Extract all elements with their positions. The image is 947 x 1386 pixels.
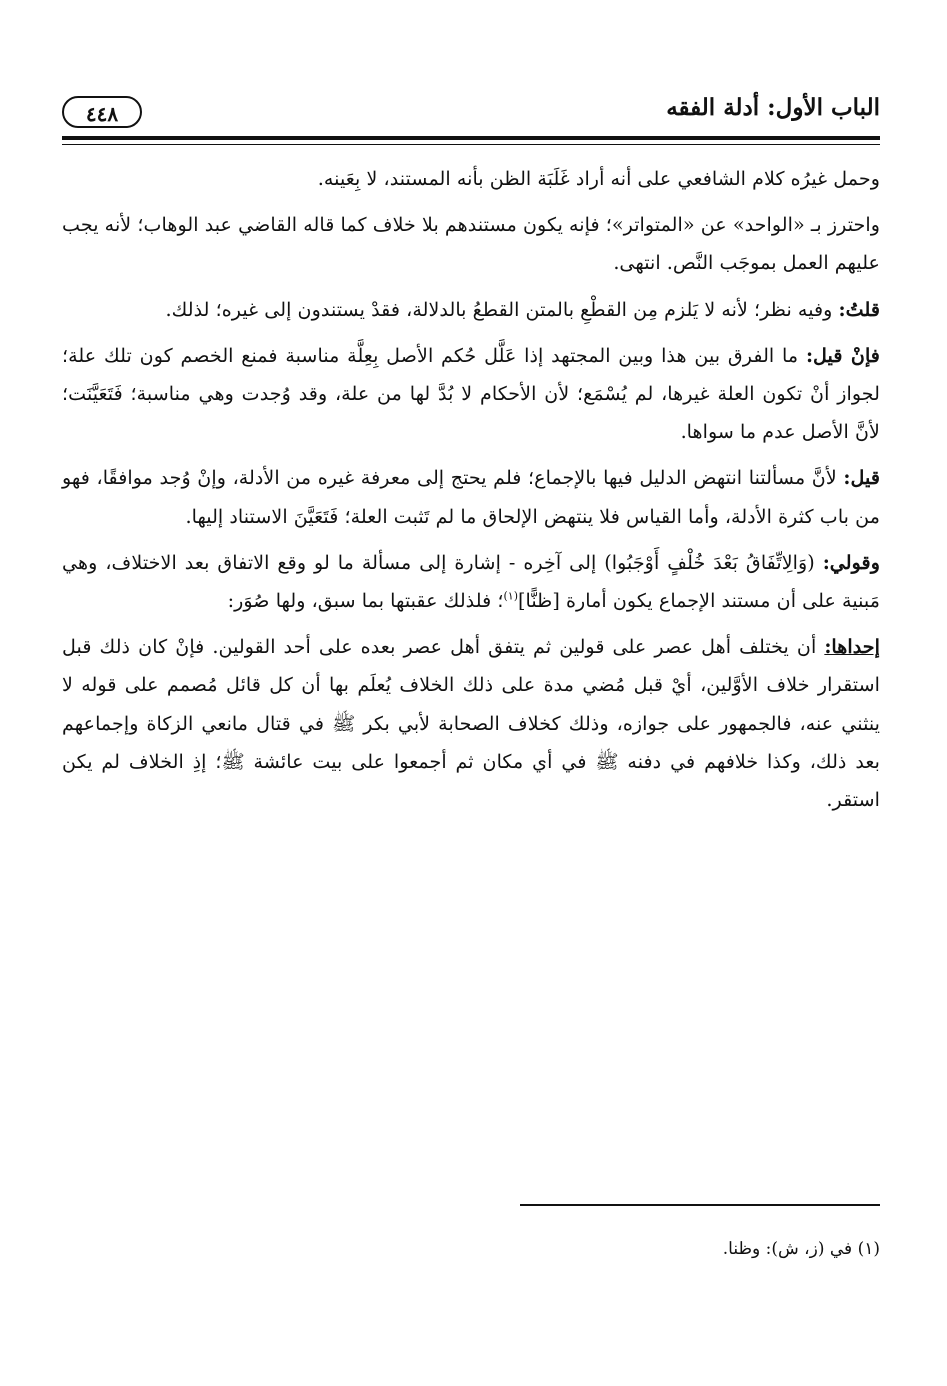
paragraph-text: واحترز بـ «الواحد» عن «المتواتر»؛ فإنه يكون مستندهم بلا خلاف كما قاله القاضي عبد الوهاب؛ لأنه يجب عليهم العمل بموجَب النَّص. انتهى. <box>62 213 880 275</box>
page-number-badge: ٤٤٨ <box>62 96 142 128</box>
paragraph-text: لأنَّ مسألتنا انتهض الدليل فيها بالإجماع؛ فلم يحتج إلى معرفة غيره من الأدلة، وإنْ وُجد موافقًا، فهو من باب كثرة الأدلة، وأما القياس فلا ينتهض الإلحاق ما لم تَثبت العلة؛ فَتَعَيَّنَ الاستناد إليها. <box>62 466 880 528</box>
paragraph-text: (وَالِاتِّفَاقُ بَعْدَ خُلْفٍ أَوْجَبُوا) إلى آخِره - إشارة إلى مسألة ما لو وقع الاتفاق بعد الاختلاف، وهي مَبنية على أن مستند الإجماع يكون أمارة [ظنًّا] <box>62 550 880 613</box>
chapter-title: الباب الأول: أدلة الفقه <box>666 94 880 121</box>
paragraph <box>62 291 880 329</box>
paragraph <box>62 459 880 535</box>
paragraph-lead: وقولي: <box>822 550 880 574</box>
paragraph-lead: قلتُ: <box>838 297 880 321</box>
footnote: (١) في (ز، ش): وظنا. <box>722 1239 880 1259</box>
paragraph-text: وحمل غيرُه كلام الشافعي على أنه أراد غَلَبَة الظن بأنه المستند، لا بِعَينه. <box>317 167 880 190</box>
paragraph-text-after: ؛ فلذلك عقبتها بما سبق، ولها صُوَر: <box>227 589 504 613</box>
paragraph <box>62 628 880 819</box>
paragraph-text: ما الفرق بين هذا وبين المجتهد إذا عَلَّل حُكم الأصل بِعِلَّة مناسبة فمنع الخصم كون تلك علة؛ لجواز أنْ تكون العلة غيرها، لم يُسْمَع؛ لأن الأحكام لا بُدَّ لها من علة، وقد وُجدت وهي مناسبة؛ فَتَعَيَّنَت؛ لأنَّ الأصل عدم ما سواها. <box>62 343 880 444</box>
paragraph-lead: قيل: <box>843 466 880 490</box>
paragraph <box>62 544 880 620</box>
paragraph-lead: فإنْ قيل: <box>805 343 880 367</box>
paragraph <box>62 160 880 198</box>
paragraph-text: وفيه نظر؛ لأنه لا يَلزم مِن القطْعِ بالمتن القطعُ بالدلالة، فقدْ يستندون إلى غيره؛ لذلك. <box>165 297 839 321</box>
paragraph <box>62 337 880 452</box>
page-header <box>62 92 880 132</box>
paragraph-lead: إحداها: <box>824 635 880 659</box>
header-rule-thick <box>62 136 880 140</box>
main-text <box>62 160 880 827</box>
paragraph-text: أن يختلف أهل عصر على قولين ثم يتفق أهل عصر بعده على أحد القولين. فإنْ كان ذلك قبل استقرار خلاف الأوَّلين، أيْ قبل مُضي مدة على ذلك الخلاف يُعلَم بها أن كل قائل مُصمم على قوله لا ينثني عنه، فالجمهور على جوازه، وذلك كخلاف الصحابة لأبي بكر ﷺ في قتال مانعي الزكاة وإجماعهم بعد ذلك، وكذا خلافهم في دفنه ﷺ في أي مكان ثم أجمعوا على بيت عائشة ﷺ؛ إذِ الخلاف لم يكن استقر. <box>62 635 880 812</box>
footnote-marker: (١) <box>503 589 518 603</box>
footnote-separator <box>520 1204 880 1206</box>
header-rule-thin <box>62 144 880 145</box>
paragraph <box>62 206 880 282</box>
